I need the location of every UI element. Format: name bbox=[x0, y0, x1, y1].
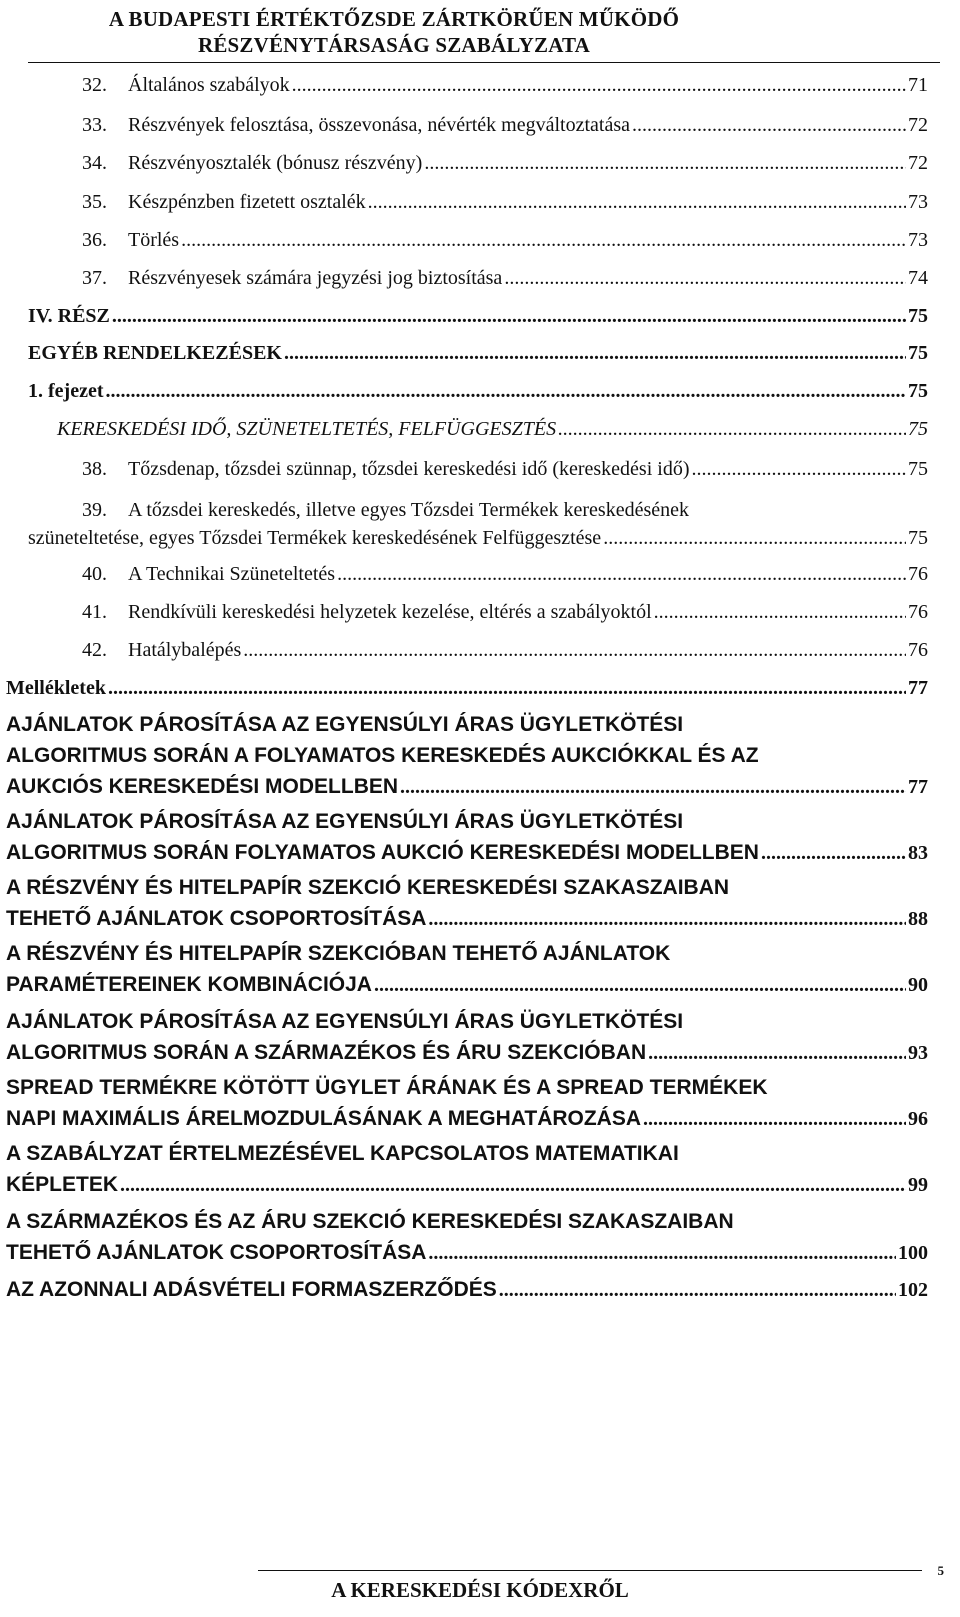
toc-text: Részvényesek számára jegyzési jog biztosítása bbox=[128, 267, 503, 289]
toc-entry-33[interactable] bbox=[0, 114, 960, 137]
toc-number: 37. bbox=[82, 267, 107, 289]
annex-entry-3[interactable]: A RÉSZVÉNY ÉS HITELPAPÍR SZEKCIÓ KERESKEDÉSI SZAKASZAIBAN TEHETŐ AJÁNLATOK CSOPORTOSÍTÁSA ..... 88 bbox=[0, 872, 960, 935]
toc-number: 41. bbox=[82, 601, 107, 623]
annex-entry-1[interactable]: AJÁNLATOK PÁROSÍTÁSA AZ EGYENSÚLYI ÁRAS ÜGYLETKÖTÉSI ALGORITMUS SORÁN A FOLYAMATOS KERESKEDÉS AUKCIÓKKAL ÉS AZ AUKCIÓS KERESKEDÉSI MODELLBEN ..... 77 bbox=[0, 709, 960, 803]
toc-page: 75 bbox=[908, 342, 928, 364]
toc-text: Hatálybalépés bbox=[128, 639, 242, 661]
toc-text: KERESKEDÉSI IDŐ, SZÜNETELTETÉS, FELFÜGGESZTÉS bbox=[57, 418, 557, 440]
toc-entry-41[interactable] bbox=[0, 601, 960, 624]
toc-text: Törlés bbox=[128, 229, 180, 251]
toc-text: IV. RÉSZ bbox=[28, 305, 110, 327]
toc-entry-32[interactable] bbox=[0, 74, 960, 97]
toc-page: 75 bbox=[908, 527, 928, 549]
annex-entry-2[interactable]: AJÁNLATOK PÁROSÍTÁSA AZ EGYENSÚLYI ÁRAS ÜGYLETKÖTÉSI ALGORITMUS SORÁN FOLYAMATOS AUKCIÓ KERESKEDÉSI MODELLBEN ..... 83 bbox=[0, 806, 960, 869]
toc-page: 74 bbox=[908, 267, 928, 289]
annex-entry-4[interactable]: A RÉSZVÉNY ÉS HITELPAPÍR SZEKCIÓBAN TEHETŐ AJÁNLATOK PARAMÉTEREINEK KOMBINÁCIÓJA ..... 90 bbox=[0, 938, 960, 1001]
toc-text: 1. fejezet bbox=[28, 380, 104, 402]
toc-text: Részvények felosztása, összevonása, névérték megváltoztatása bbox=[128, 114, 631, 136]
toc-entry-40[interactable] bbox=[0, 563, 960, 586]
toc-text: Rendkívüli kereskedési helyzetek kezelése, eltérés a szabályoktól bbox=[128, 601, 652, 623]
toc-entry-other-provisions[interactable] bbox=[0, 342, 960, 365]
annex-entry-7[interactable]: A SZABÁLYZAT ÉRTELMEZÉSÉVEL KAPCSOLATOS MATEMATIKAI KÉPLETEK ..... 99 bbox=[0, 1138, 960, 1201]
toc-text: Általános szabályok bbox=[128, 74, 290, 96]
toc-page: 72 bbox=[908, 114, 928, 136]
toc-entry-36[interactable] bbox=[0, 229, 960, 252]
toc-page: 76 bbox=[908, 601, 928, 623]
toc-entry-37[interactable] bbox=[0, 267, 960, 290]
toc-page: 75 bbox=[908, 305, 928, 327]
toc-entry-42[interactable] bbox=[0, 639, 960, 662]
toc-text: Tőzsdenap, tőzsdei szünnap, tőzsdei kereskedési idő (kereskedési idő) bbox=[128, 458, 690, 480]
toc-entry-39[interactable] bbox=[0, 496, 960, 552]
toc-number: 38. bbox=[82, 458, 107, 480]
toc-page: 77 bbox=[908, 677, 928, 699]
page-header bbox=[14, 6, 774, 58]
toc-page: 73 bbox=[908, 229, 928, 251]
toc-text-line-1: A tőzsdei kereskedés, illetve egyes Tőzsdei Termékek kereskedésének bbox=[128, 499, 689, 521]
toc-text: EGYÉB RENDELKEZÉSEK bbox=[28, 342, 282, 364]
page-footer: A KERESKEDÉSI KÓDEXRŐL bbox=[331, 1578, 629, 1602]
toc-number: 34. bbox=[82, 152, 107, 174]
toc-page: 75 bbox=[908, 380, 928, 402]
annex-entry-5[interactable]: AJÁNLATOK PÁROSÍTÁSA AZ EGYENSÚLYI ÁRAS ÜGYLETKÖTÉSI ALGORITMUS SORÁN A SZÁRMAZÉKOS ÉS ÁRU SZEKCIÓBAN ..... 93 bbox=[0, 1006, 960, 1069]
toc-page: 76 bbox=[908, 639, 928, 661]
toc-page: 72 bbox=[908, 152, 928, 174]
toc-text-line-2: szüneteltetése, egyes Tőzsdei Termékek kereskedésének Felfüggesztése bbox=[28, 527, 602, 549]
toc-entry-chapter-1[interactable] bbox=[0, 380, 960, 403]
toc-number: 42. bbox=[82, 639, 107, 661]
footer-rule bbox=[258, 1570, 922, 1571]
toc-number: 33. bbox=[82, 114, 107, 136]
toc-text: A Technikai Szüneteltetés bbox=[128, 563, 336, 585]
toc-number: 35. bbox=[82, 191, 107, 213]
toc-page: 75 bbox=[908, 458, 928, 480]
annex-entry-6[interactable]: SPREAD TERMÉKRE KÖTÖTT ÜGYLET ÁRÁNAK ÉS A SPREAD TERMÉKEK NAPI MAXIMÁLIS ÁRELMOZDULÁSÁNAK A MEGHATÁROZÁSA ..... 96 bbox=[0, 1072, 960, 1135]
annex-entry-9[interactable]: AZ AZONNALI ADÁSVÉTELI FORMASZERZŐDÉS ..... 102 bbox=[0, 1274, 960, 1306]
toc-entry-34[interactable] bbox=[0, 152, 960, 175]
toc-entry-35[interactable] bbox=[0, 191, 960, 214]
toc-text: Készpénzben fizetett osztalék bbox=[128, 191, 366, 213]
toc-number: 32. bbox=[82, 74, 107, 96]
toc-number: 36. bbox=[82, 229, 107, 251]
toc-entry-part-iv[interactable] bbox=[0, 305, 960, 328]
toc-entry-trading-time[interactable] bbox=[0, 418, 960, 441]
toc-page: 76 bbox=[908, 563, 928, 585]
header-rule bbox=[28, 62, 940, 63]
toc-page: 75 bbox=[908, 418, 928, 440]
toc-page: 71 bbox=[908, 74, 928, 96]
toc-entry-38[interactable] bbox=[0, 458, 960, 481]
annex-entry-8[interactable]: A SZÁRMAZÉKOS ÉS AZ ÁRU SZEKCIÓ KERESKEDÉSI SZAKASZAIBAN TEHETŐ AJÁNLATOK CSOPORTOSÍTÁSA ..... 100 bbox=[0, 1206, 960, 1269]
header-line-2: RÉSZVÉNYTÁRSASÁG SZABÁLYZATA bbox=[197, 33, 591, 57]
toc-text: Részvényosztalék (bónusz részvény) bbox=[128, 152, 423, 174]
toc-entry-annexes[interactable] bbox=[0, 677, 960, 700]
toc-number: 39. bbox=[82, 499, 107, 521]
toc-page: 73 bbox=[908, 191, 928, 213]
header-line-1: A BUDAPESTI ÉRTÉKTŐZSDE ZÁRTKÖRŰEN MŰKÖDŐ bbox=[108, 7, 680, 31]
page-number: 5 bbox=[937, 1563, 944, 1578]
toc-number: 40. bbox=[82, 563, 107, 585]
toc-text: Mellékletek bbox=[6, 677, 106, 699]
